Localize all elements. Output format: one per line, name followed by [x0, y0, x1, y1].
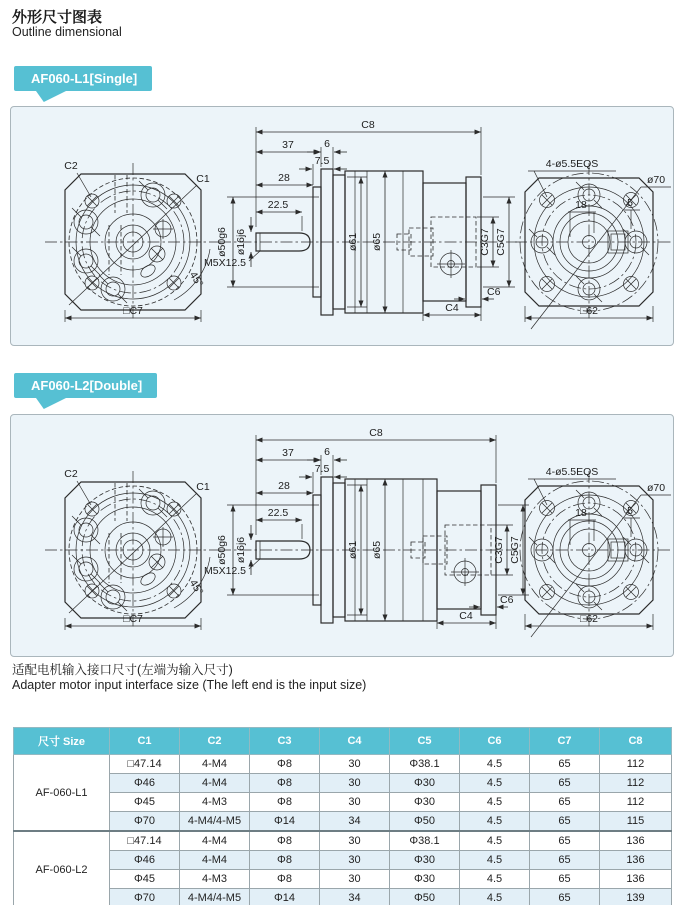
dim-c6: C6 — [487, 286, 501, 298]
cell: Φ70 — [110, 812, 180, 832]
cell: 30 — [320, 831, 390, 851]
front-set-screws — [139, 219, 173, 280]
note-en: Adapter motor input interface size (The left end is the input size) — [12, 678, 367, 692]
cell: Φ8 — [250, 755, 320, 774]
dim-7-5: 7.5 — [314, 463, 330, 475]
dim-28: 28 — [278, 480, 290, 492]
cell: 4-M4 — [180, 831, 250, 851]
dim-37: 37 — [282, 447, 294, 459]
table-header-row — [14, 728, 672, 755]
cell: 115 — [600, 812, 672, 832]
dim-18: 18 — [575, 199, 587, 211]
dim-6: 6 — [324, 138, 330, 150]
cell: 4-M4 — [180, 774, 250, 793]
cell: 4.5 — [460, 831, 530, 851]
cell: 4.5 — [460, 812, 530, 832]
dim-37: 37 — [282, 139, 294, 151]
dim-c6: C6 — [500, 594, 514, 606]
header-c2: C2 — [180, 728, 250, 755]
dim-phi16: ø16j6 — [235, 228, 247, 256]
cell: 136 — [600, 851, 672, 870]
cell: 65 — [530, 889, 600, 905]
cell: Φ8 — [250, 870, 320, 889]
label-c7: □C7 — [123, 305, 143, 317]
dim-22-5: 22.5 — [267, 507, 289, 519]
dim-c5g7: C5G7 — [509, 536, 521, 564]
cell: 112 — [600, 774, 672, 793]
cell: □47.14 — [110, 755, 180, 774]
cell: Φ8 — [250, 793, 320, 812]
cell: Φ46 — [110, 851, 180, 870]
cell: 4.5 — [460, 870, 530, 889]
front-view — [45, 468, 221, 630]
dim-5: 5 — [627, 505, 633, 517]
badge-l1-tail — [36, 91, 66, 102]
dim-22-5: 22.5 — [267, 199, 289, 211]
cell: 4.5 — [460, 793, 530, 812]
dim-phi61: ø61 — [347, 232, 359, 252]
header-c4: C4 — [320, 728, 390, 755]
label-phi70: ø70 — [646, 174, 666, 186]
side-view — [204, 119, 517, 321]
outline-drawing-l1 — [11, 107, 673, 345]
table-row — [14, 851, 672, 870]
dimension-table — [13, 727, 672, 905]
cell: Φ8 — [250, 851, 320, 870]
cell: 4.5 — [460, 889, 530, 905]
table-row — [14, 774, 672, 793]
dim-c3g7: C3G7 — [493, 536, 505, 564]
header-c3: C3 — [250, 728, 320, 755]
group-label-l1: AF-060-L1 — [14, 755, 110, 832]
cell: Φ14 — [250, 889, 320, 905]
dim-28: 28 — [278, 172, 290, 184]
cell: Φ8 — [250, 774, 320, 793]
cell: 4.5 — [460, 851, 530, 870]
cell: 136 — [600, 870, 672, 889]
header-c1: C1 — [110, 728, 180, 755]
dim-phi16: ø16j6 — [235, 536, 247, 564]
cell: Φ8 — [250, 831, 320, 851]
cell: 136 — [600, 831, 672, 851]
note-zh: 适配电机输入接口尺寸(左端为输入尺寸) — [12, 663, 233, 677]
rear-view — [520, 466, 671, 637]
dim-phi50: ø50g6 — [216, 227, 228, 257]
dim-sq62: □62 — [579, 613, 599, 625]
cell: Φ14 — [250, 812, 320, 832]
cell: 65 — [530, 831, 600, 851]
dim-7-5: 7.5 — [314, 155, 330, 167]
cell: 30 — [320, 755, 390, 774]
label-bolt-holes: 4-ø5.5EQS — [545, 158, 599, 170]
cell: Φ50 — [390, 812, 460, 832]
page-title-en: Outline dimensional — [12, 25, 122, 39]
cell: 4-M3 — [180, 793, 250, 812]
label-c2: C2 — [64, 160, 78, 172]
side-screw — [437, 250, 465, 278]
cell: 139 — [600, 889, 672, 905]
cell: 4-M4/4-M5 — [180, 812, 250, 832]
drawing-panel-l1 — [10, 106, 674, 346]
cell: Φ38.1 — [390, 831, 460, 851]
cell: Φ45 — [110, 793, 180, 812]
cell: 4.5 — [460, 774, 530, 793]
side-screw — [451, 558, 479, 586]
label-45deg: 45° — [186, 269, 206, 290]
page-title-zh: 外形尺寸图表 — [12, 9, 103, 26]
table-row — [14, 831, 672, 851]
cell: 65 — [530, 812, 600, 832]
label-c2: C2 — [64, 468, 78, 480]
cell: 65 — [530, 755, 600, 774]
group-label-l2: AF-060-L2 — [14, 831, 110, 905]
header-size: 尺寸 Size — [14, 728, 110, 755]
dim-m5: M5X12.5 — [204, 565, 247, 577]
label-c1: C1 — [196, 481, 210, 493]
badge-l2: AF060-L2[Double] — [14, 373, 157, 398]
cell: 4-M4/4-M5 — [180, 889, 250, 905]
cell: 65 — [530, 851, 600, 870]
cell: Φ46 — [110, 774, 180, 793]
cell: Φ30 — [390, 851, 460, 870]
drawing-panel-l2 — [10, 414, 674, 657]
cell: 65 — [530, 870, 600, 889]
cell: 4-M4 — [180, 851, 250, 870]
table-row — [14, 889, 672, 905]
cell: 30 — [320, 793, 390, 812]
dim-c5g7: C5G7 — [495, 228, 507, 256]
label-bolt-holes: 4-ø5.5EQS — [545, 466, 599, 478]
outline-drawing-l2 — [11, 415, 673, 656]
dim-18: 18 — [575, 507, 587, 519]
dim-c4: C4 — [445, 302, 459, 314]
cell: Φ30 — [390, 774, 460, 793]
cell: 4.5 — [460, 755, 530, 774]
badge-l2-tail — [36, 398, 66, 409]
front-set-screws — [139, 527, 173, 588]
table-row — [14, 870, 672, 889]
rear-view — [515, 158, 671, 329]
cell: □47.14 — [110, 831, 180, 851]
label-phi70: ø70 — [646, 482, 666, 494]
cell: 112 — [600, 793, 672, 812]
dim-c3g7: C3G7 — [479, 228, 491, 256]
cell: 4-M4 — [180, 755, 250, 774]
dim-c4: C4 — [459, 610, 473, 622]
side-view — [204, 427, 529, 629]
dim-m5: M5X12.5 — [204, 257, 247, 269]
header-c5: C5 — [390, 728, 460, 755]
cell: 112 — [600, 755, 672, 774]
dim-6: 6 — [324, 446, 330, 458]
cell: 34 — [320, 812, 390, 832]
dim-sq62: □62 — [579, 305, 599, 317]
cell: Φ38.1 — [390, 755, 460, 774]
header-c6: C6 — [460, 728, 530, 755]
front-view — [45, 160, 221, 322]
cell: Φ30 — [390, 793, 460, 812]
label-c1: C1 — [196, 173, 210, 185]
label-c7: □C7 — [123, 613, 143, 625]
cell: 4-M3 — [180, 870, 250, 889]
cell: Φ50 — [390, 889, 460, 905]
table-row — [14, 793, 672, 812]
cell: Φ30 — [390, 870, 460, 889]
badge-l1: AF060-L1[Single] — [14, 66, 152, 91]
cell: 30 — [320, 851, 390, 870]
table-row — [14, 755, 672, 774]
cell: 65 — [530, 774, 600, 793]
dim-c8: C8 — [369, 427, 383, 439]
dim-phi65: ø65 — [371, 232, 383, 252]
dim-5: 5 — [627, 197, 633, 209]
dim-phi65: ø65 — [371, 540, 383, 560]
cell: Φ45 — [110, 870, 180, 889]
cell: 34 — [320, 889, 390, 905]
cell: Φ70 — [110, 889, 180, 905]
dim-phi50: ø50g6 — [216, 535, 228, 565]
table-row — [14, 812, 672, 832]
label-45deg: 45° — [186, 577, 206, 598]
dim-c8: C8 — [361, 119, 375, 131]
header-c8: C8 — [600, 728, 672, 755]
cell: 30 — [320, 774, 390, 793]
dim-phi61: ø61 — [347, 540, 359, 560]
cell: 30 — [320, 870, 390, 889]
cell: 65 — [530, 793, 600, 812]
header-c7: C7 — [530, 728, 600, 755]
